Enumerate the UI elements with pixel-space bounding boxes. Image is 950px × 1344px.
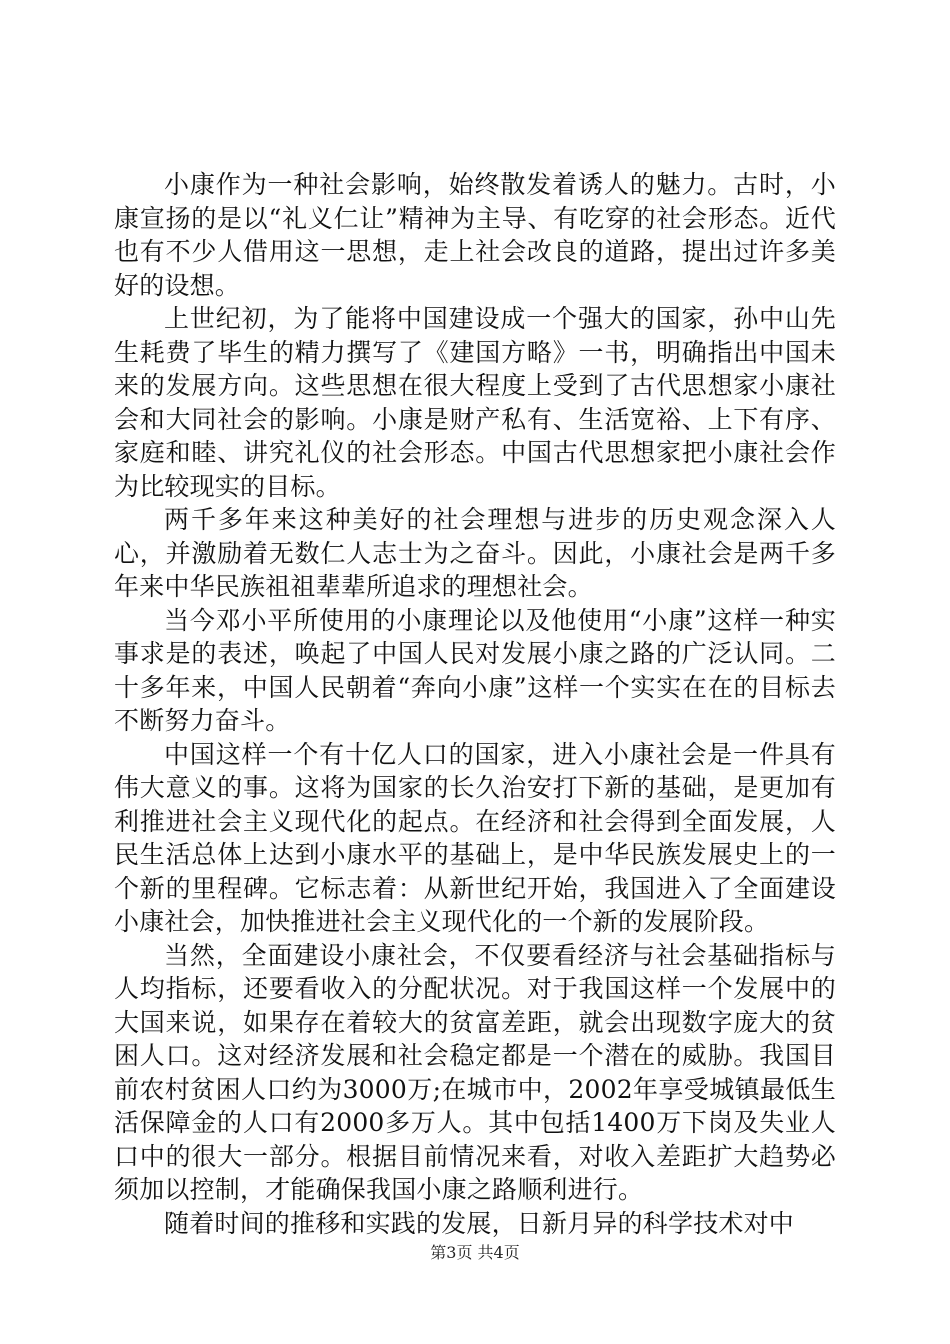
document-body [114,168,836,1240]
paragraph-5: 中国这样一个有十亿人口的国家，进入小康社会是一件具有伟大意义的事。这将为国家的长久治安打下新的基础，是更加有利推进社会主义现代化的起点。在经济和社会得到全面发展，人民生活总体上达到小康水平的基础上，是中华民族发展史上的一个新的里程碑。它标志着：从新世纪开始，我国进入了全面建设小康社会，加快推进社会主义现代化的一个新的发展阶段。 [114,739,836,936]
paragraph-3: 两千多年来这种美好的社会理想与进步的历史观念深入人心，并激励着无数仁人志士为之奋斗。因此，小康社会是两千多年来中华民族祖祖辈辈所追求的理想社会。 [114,505,836,601]
paragraph-2: 上世纪初，为了能将中国建设成一个强大的国家，孙中山先生耗费了毕生的精力撰写了《建国方略》一书，明确指出中国未来的发展方向。这些思想在很大程度上受到了古代思想家小康社会和大同社会的影响。小康是财产私有、生活宽裕、上下有序、家庭和睦、讲究礼仪的社会形态。中国古代思想家把小康社会作为比较现实的目标。 [114,304,836,501]
paragraph-1: 小康作为一种社会影响，始终散发着诱人的魅力。古时，小康宣扬的是以“礼义仁让”精神为主导、有吃穿的社会形态。近代也有不少人借用这一思想，走上社会改良的道路，提出过许多美好的设想。 [114,170,836,300]
paragraph-7: 随着时间的推移和实践的发展，日新月异的科学技术对中 [164,1208,795,1238]
paragraph-4: 当今邓小平所使用的小康理论以及他使用“小康”这样一种实事求是的表述，唤起了中国人民对发展小康之路的广泛认同。二十多年来，中国人民朝着“奔向小康”这样一个实实在在的目标去不断努力奋斗。 [114,605,836,735]
page-number-footer: 第3页 共4页 [430,1243,520,1262]
paragraph-6: 当然，全面建设小康社会，不仅要看经济与社会基础指标与人均指标，还要看收入的分配状况。对于我国这样一个发展中的大国来说，如果存在着较大的贫富差距，就会出现数字庞大的贫困人口。这对经济发展和社会稳定都是一个潜在的威胁。我国目前农村贫困人口约为3000万;在城市中，2002年享受城镇最低生活保障金的人口有2000多万人。其中包括1400万下岗及失业人口中的很大一部分。根据目前情况来看，对收入差距扩大趋势必须加以控制，才能确保我国小康之路顺利进行。 [114,940,836,1204]
